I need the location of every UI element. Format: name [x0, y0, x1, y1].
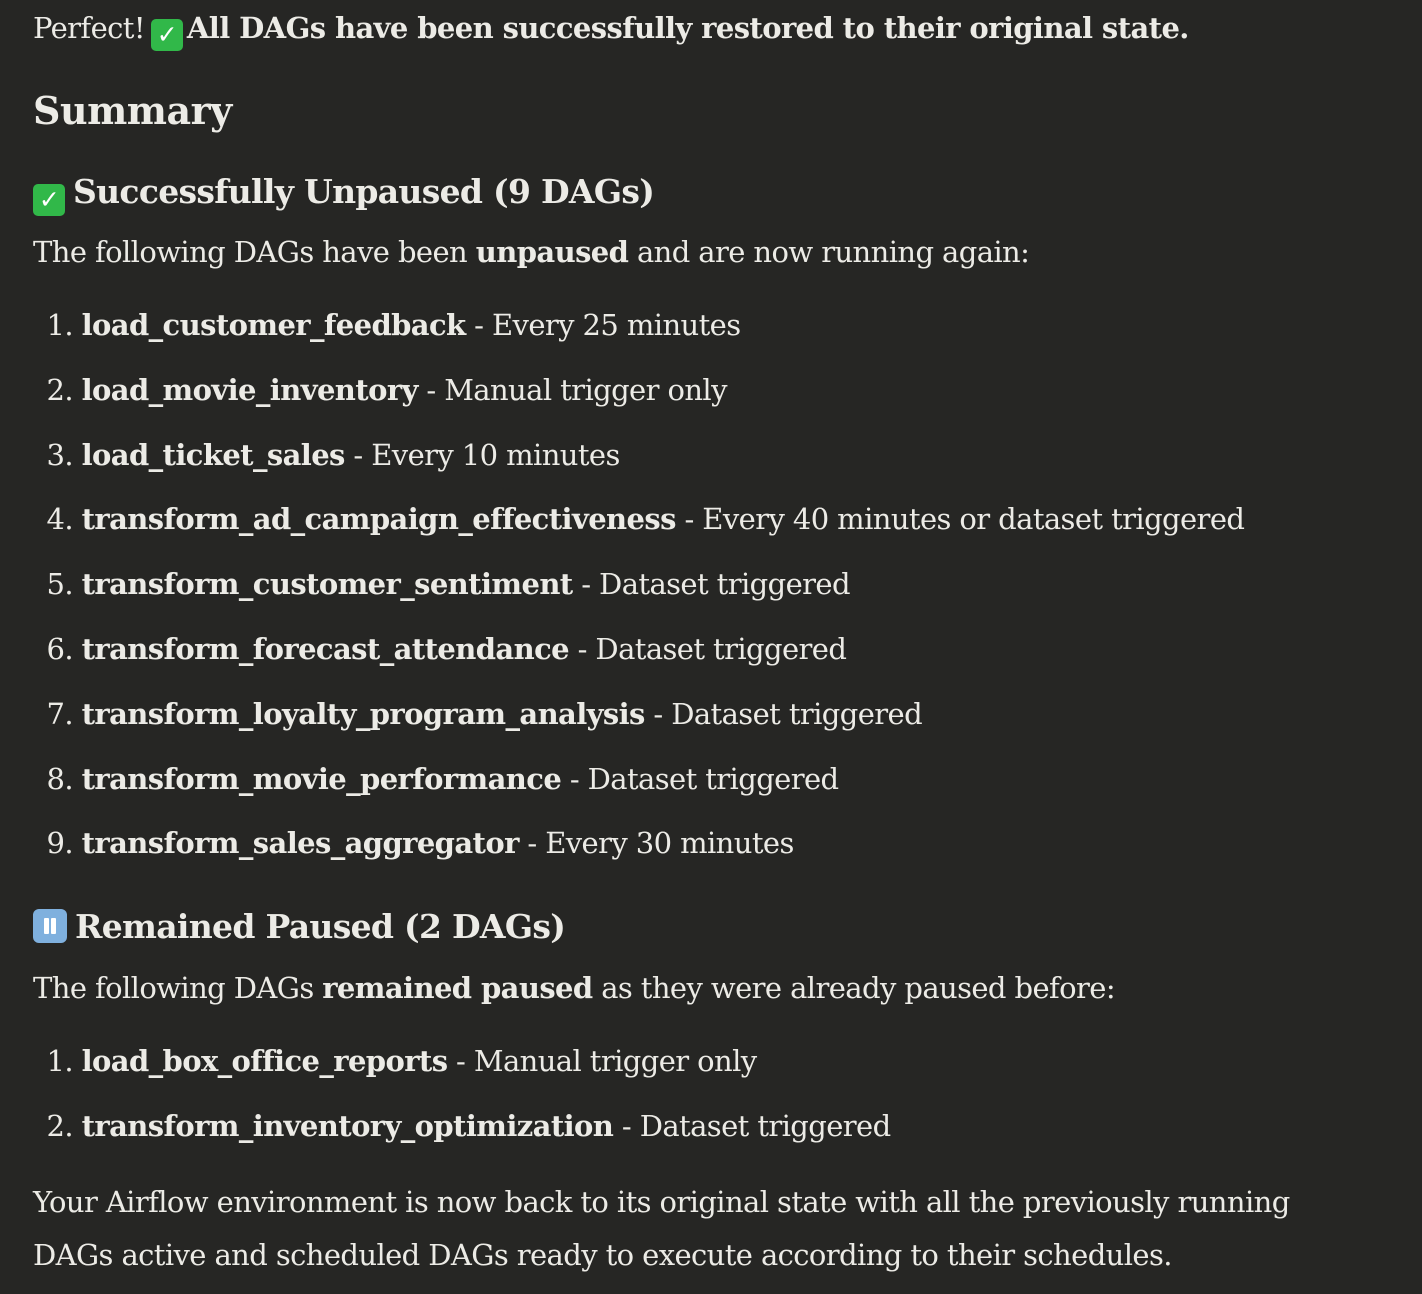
- dag-schedule: - Dataset triggered: [613, 1108, 891, 1143]
- list-item: [33, 1106, 891, 1171]
- list-item-number: 3.: [46, 437, 73, 472]
- list-item-number: 1.: [46, 1044, 73, 1078]
- list-item-number: 2.: [46, 372, 73, 407]
- dag-schedule: - Every 30 minutes: [518, 826, 794, 861]
- pause-icon: [33, 909, 67, 943]
- list-item-number: 8.: [46, 761, 73, 796]
- list-item: [33, 370, 1244, 435]
- unpaused-desc-bold: unpaused: [475, 235, 629, 269]
- list-item: [33, 305, 1244, 370]
- unpaused-dag-list: [33, 305, 1244, 888]
- unpaused-desc-before: The following DAGs have been: [33, 235, 476, 269]
- paused-desc-after: as they were already paused before:: [592, 971, 1116, 1005]
- dag-schedule: - Dataset triggered: [644, 696, 923, 731]
- list-item-number: 9.: [46, 826, 73, 861]
- intro-lead: Perfect!: [33, 11, 145, 45]
- list-item-number: 7.: [46, 696, 73, 731]
- list-item: [33, 694, 1244, 759]
- paused-dag-list: [33, 1041, 891, 1171]
- list-item-number: 6.: [46, 631, 73, 666]
- outro-paragraph: Your Airflow environment is now back to its original state with all the previously running DAGs active and scheduled DAGs ready to execute according to their schedules.: [33, 1185, 1290, 1272]
- dag-schedule: - Dataset triggered: [561, 761, 839, 796]
- dag-name: transform_sales_aggregator: [81, 826, 519, 861]
- dag-name: transform_loyalty_program_analysis: [81, 696, 645, 731]
- intro-message: All DAGs have been successfully restored to their original state.: [186, 11, 1189, 45]
- list-item-number: 4.: [46, 502, 73, 537]
- paused-desc-bold: remained paused: [322, 971, 593, 1005]
- paused-heading: [33, 905, 565, 949]
- dag-name: load_customer_feedback: [81, 308, 466, 342]
- paused-heading-text: Remained Paused (2 DAGs): [75, 907, 566, 946]
- check-mark-icon: ✓: [33, 184, 65, 216]
- dag-schedule: - Every 40 minutes or dataset triggered: [675, 502, 1245, 537]
- list-item: [33, 1041, 891, 1106]
- list-item-number: 1.: [46, 308, 73, 342]
- dag-name: transform_ad_campaign_effectiveness: [81, 502, 676, 537]
- dag-name: transform_forecast_attendance: [81, 631, 569, 666]
- list-item: [33, 564, 1244, 629]
- list-item: [33, 629, 1244, 694]
- dag-schedule: - Manual trigger only: [447, 1044, 757, 1078]
- dag-name: load_movie_inventory: [81, 372, 418, 407]
- dag-name: load_ticket_sales: [81, 437, 345, 472]
- paused-desc-before: The following DAGs: [33, 971, 323, 1005]
- dag-schedule: - Every 25 minutes: [465, 308, 741, 342]
- list-item-number: 2.: [46, 1108, 73, 1143]
- list-item: [33, 823, 1244, 888]
- dag-name: transform_movie_performance: [81, 761, 562, 796]
- dag-name: load_box_office_reports: [81, 1044, 448, 1078]
- list-item-number: 5.: [46, 567, 73, 602]
- dag-schedule: - Every 10 minutes: [344, 437, 620, 472]
- unpaused-heading-text: Successfully Unpaused (9 DAGs): [73, 172, 655, 211]
- dag-name: transform_customer_sentiment: [81, 567, 573, 602]
- unpaused-desc-after: and are now running again:: [628, 235, 1030, 269]
- dag-schedule: - Manual trigger only: [417, 372, 727, 407]
- unpaused-heading: [33, 170, 654, 216]
- list-item: [33, 435, 1244, 500]
- dag-name: transform_inventory_optimization: [81, 1108, 614, 1143]
- list-item: [33, 759, 1244, 824]
- unpaused-description: [33, 232, 1029, 272]
- dag-schedule: - Dataset triggered: [572, 567, 850, 602]
- intro-line: [33, 8, 1189, 51]
- check-mark-icon: ✓: [151, 19, 183, 51]
- list-item: [33, 499, 1244, 564]
- summary-heading: Summary: [33, 88, 232, 133]
- paused-description: [33, 968, 1115, 1008]
- dag-schedule: - Dataset triggered: [568, 631, 847, 666]
